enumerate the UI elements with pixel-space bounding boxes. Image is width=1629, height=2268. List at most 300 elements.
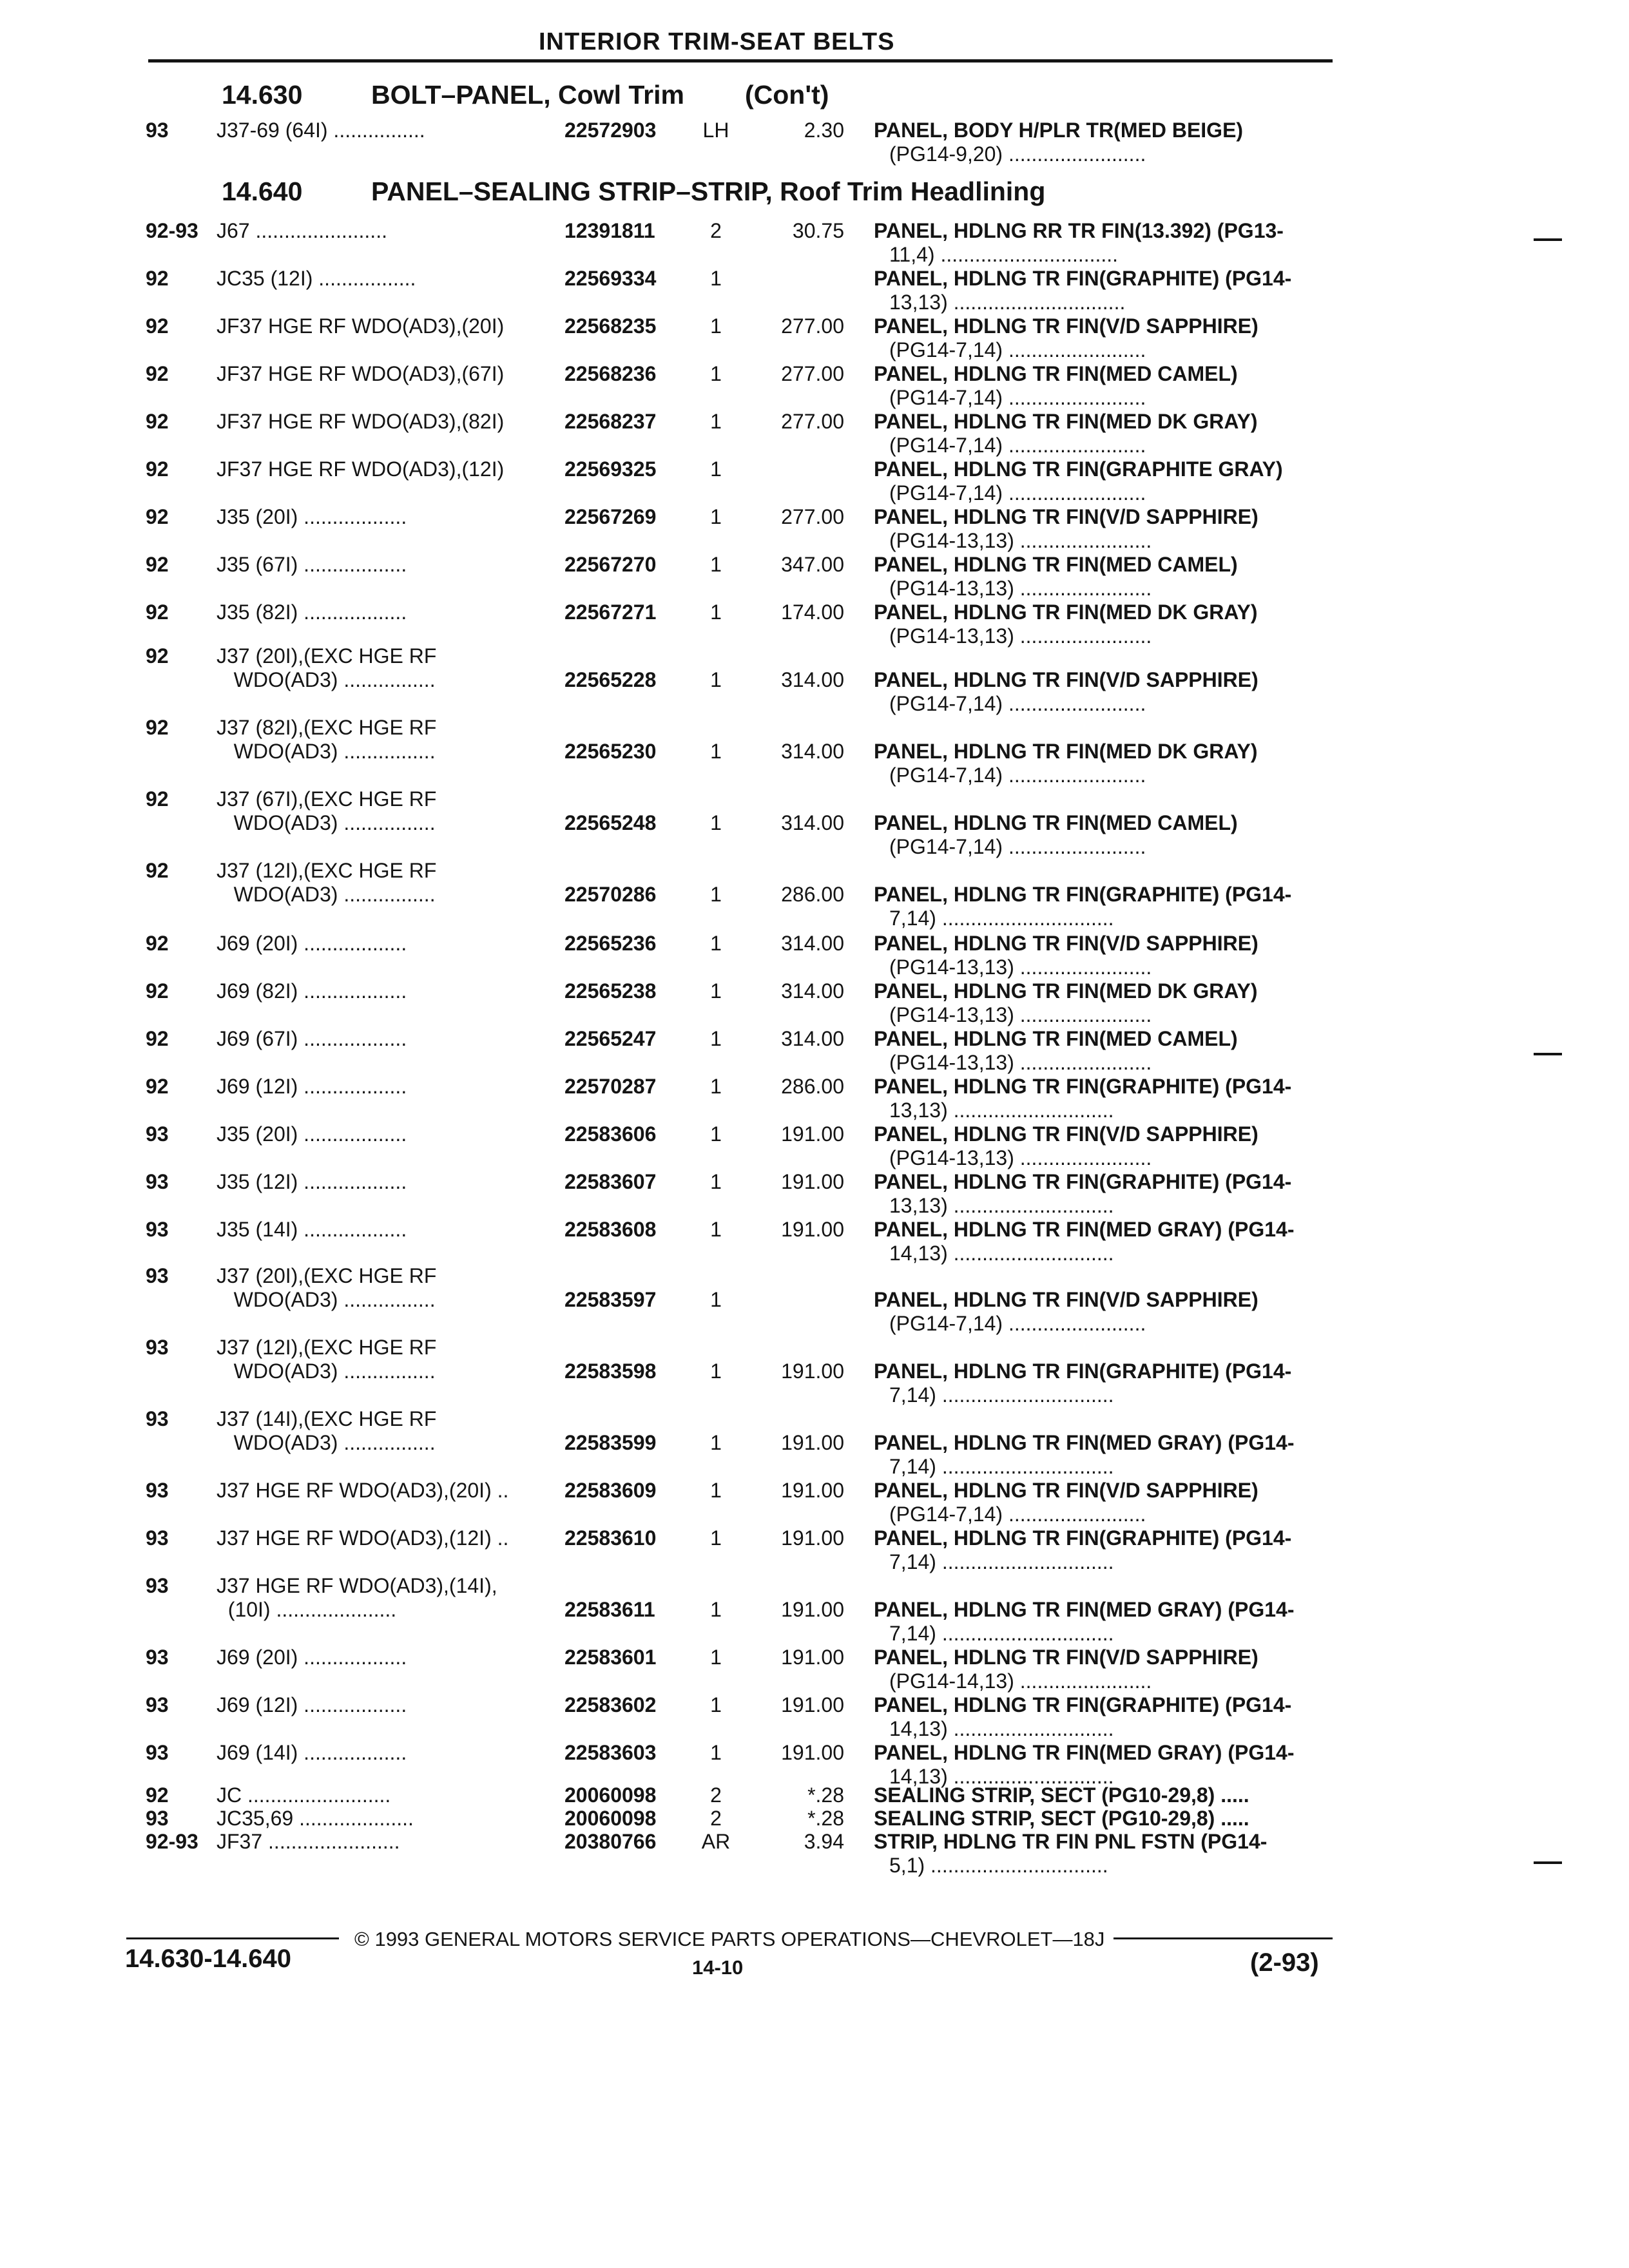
- model-year: 92: [146, 505, 169, 528]
- description-line: PANEL, HDLNG TR FIN(MED GRAY) (PG14-: [874, 1218, 1295, 1241]
- usage-line: J35 (20I) ..................: [217, 1122, 407, 1146]
- model-year: 92: [146, 644, 169, 668]
- model-year: 92: [146, 932, 169, 955]
- description-continuation: 13,13) ............................: [889, 1099, 1114, 1122]
- description-continuation: (PG14-13,13) .......................: [889, 624, 1152, 648]
- description-line: PANEL, HDLNG TR FIN(MED CAMEL): [874, 362, 1238, 385]
- body-style-usage: [217, 267, 557, 291]
- section-title: BOLT–PANEL, Cowl Trim: [371, 80, 684, 110]
- quantity: 1: [710, 410, 722, 433]
- description-line: PANEL, HDLNG TR FIN(GRAPHITE) (PG14-: [874, 1170, 1292, 1193]
- description-continuation: (PG14-14,13) .......................: [889, 1669, 1152, 1693]
- usage-line: JF37 HGE RF WDO(AD3),(20I): [217, 314, 505, 338]
- model-year: 93: [146, 1336, 169, 1359]
- part-number: 22569334: [564, 267, 657, 290]
- description-continuation: 7,14) ..............................: [889, 1622, 1114, 1645]
- price: 174.00: [781, 601, 844, 624]
- usage-line: JF37 HGE RF WDO(AD3),(12I): [217, 457, 505, 481]
- body-style-usage: [217, 1027, 557, 1051]
- part-number: 22583611: [564, 1598, 655, 1621]
- quantity: 1: [710, 314, 722, 338]
- usage-line: J69 (20I) ..................: [217, 1646, 407, 1669]
- body-style-usage: [217, 859, 557, 907]
- description-continuation: 14,13) ............................: [889, 1765, 1114, 1788]
- description-continuation: 7,14) ..............................: [889, 1550, 1114, 1573]
- model-year: 92: [146, 410, 169, 433]
- body-style-usage: [217, 1075, 557, 1099]
- description-line: PANEL, HDLNG TR FIN(GRAPHITE) (PG14-: [874, 1360, 1292, 1383]
- part-description: [874, 1693, 1325, 1741]
- description-continuation: 5,1) ...............................: [889, 1854, 1108, 1877]
- part-number: 22583607: [564, 1170, 657, 1193]
- section-number: 14.630: [222, 80, 303, 110]
- usage-line: J35 (20I) ..................: [217, 505, 407, 528]
- description-line: PANEL, HDLNG TR FIN(MED DK GRAY): [874, 979, 1258, 1003]
- part-number: 22572903: [564, 119, 657, 142]
- description-continuation: 7,14) ..............................: [889, 1455, 1114, 1478]
- description-continuation: (PG14-7,14) ........................: [889, 386, 1146, 409]
- part-description: [874, 1646, 1325, 1693]
- quantity: 1: [710, 1122, 722, 1146]
- price: *.28: [807, 1807, 844, 1830]
- part-description: [874, 505, 1325, 553]
- quantity: 1: [710, 1431, 722, 1454]
- usage-line: JC .........................: [217, 1783, 391, 1807]
- description-continuation: (PG14-13,13) .......................: [889, 1146, 1152, 1169]
- body-style-usage: [217, 1170, 557, 1194]
- part-number: 20060098: [564, 1783, 657, 1807]
- usage-line: J37-69 (64I) ................: [217, 119, 425, 142]
- body-style-usage: [217, 457, 557, 481]
- usage-line: JF37 HGE RF WDO(AD3),(82I): [217, 410, 505, 433]
- quantity: 1: [710, 1288, 722, 1311]
- usage-line: J37 (82I),(EXC HGE RF: [217, 716, 437, 739]
- model-year: 92-93: [146, 1830, 198, 1853]
- model-year: 93: [146, 1693, 169, 1716]
- part-description: [874, 668, 1325, 716]
- price: 30.75: [792, 219, 844, 242]
- usage-line: J35 (12I) ..................: [217, 1170, 407, 1193]
- part-number: 22565247: [564, 1027, 657, 1050]
- description-line: PANEL, HDLNG TR FIN(GRAPHITE) (PG14-: [874, 1693, 1292, 1716]
- part-number: 22569325: [564, 457, 657, 481]
- quantity: 1: [710, 1027, 722, 1050]
- description-line: PANEL, HDLNG TR FIN(MED GRAY) (PG14-: [874, 1741, 1295, 1764]
- usage-line: J37 (14I),(EXC HGE RF: [217, 1407, 437, 1430]
- description-line: PANEL, HDLNG TR FIN(MED DK GRAY): [874, 410, 1258, 433]
- quantity: 1: [710, 668, 722, 691]
- part-description: [874, 219, 1325, 267]
- part-number: 22567269: [564, 505, 657, 528]
- part-description: [874, 1431, 1325, 1479]
- body-style-usage: [217, 716, 557, 764]
- description-continuation: 14,13) ............................: [889, 1242, 1114, 1265]
- quantity: 1: [710, 811, 722, 834]
- part-number: 22583610: [564, 1526, 657, 1550]
- description-continuation: (PG14-7,14) ........................: [889, 835, 1146, 858]
- part-description: [874, 932, 1325, 979]
- body-style-usage: [217, 1646, 557, 1669]
- page-header-title: INTERIOR TRIM-SEAT BELTS: [539, 28, 895, 55]
- usage-line: J37 (20I),(EXC HGE RF: [217, 644, 437, 668]
- body-style-usage: [217, 119, 557, 142]
- quantity: 1: [710, 1360, 722, 1383]
- part-description: [874, 601, 1325, 648]
- part-description: [874, 1027, 1325, 1075]
- price: 314.00: [781, 668, 844, 691]
- quantity: 1: [710, 1598, 722, 1621]
- price: 191.00: [781, 1360, 844, 1383]
- body-style-usage: [217, 362, 557, 386]
- body-style-usage: [217, 314, 557, 338]
- quantity: 1: [710, 1075, 722, 1098]
- part-description: [874, 1807, 1325, 1831]
- quantity: 1: [710, 1741, 722, 1764]
- usage-line: J35 (82I) ..................: [217, 601, 407, 624]
- description-continuation: 11,4) ...............................: [889, 243, 1119, 266]
- usage-line: J69 (12I) ..................: [217, 1075, 407, 1098]
- quantity: 2: [710, 219, 722, 242]
- description-continuation: (PG14-13,13) .......................: [889, 1051, 1152, 1074]
- usage-line: JC35,69 ....................: [217, 1807, 414, 1830]
- body-style-usage: [217, 1830, 557, 1854]
- model-year: 93: [146, 1479, 169, 1502]
- model-year: 92: [146, 716, 169, 739]
- part-description: [874, 314, 1325, 362]
- description-continuation: 14,13) ............................: [889, 1717, 1114, 1740]
- body-style-usage: [217, 1783, 557, 1807]
- section-title: PANEL–SEALING STRIP–STRIP, Roof Trim Headlining: [371, 177, 1046, 206]
- usage-line: J69 (67I) ..................: [217, 1027, 407, 1050]
- description-line: STRIP, HDLNG TR FIN PNL FSTN (PG14-: [874, 1830, 1268, 1853]
- model-year: 93: [146, 1646, 169, 1669]
- usage-line: J67 .......................: [217, 219, 387, 242]
- part-description: [874, 883, 1325, 930]
- description-line: PANEL, HDLNG TR FIN(V/D SAPPHIRE): [874, 314, 1258, 338]
- price: 191.00: [781, 1431, 844, 1454]
- description-line: PANEL, HDLNG TR FIN(MED GRAY) (PG14-: [874, 1598, 1295, 1621]
- body-style-usage: [217, 1218, 557, 1242]
- part-number: 22583598: [564, 1360, 657, 1383]
- quantity: 1: [710, 362, 722, 385]
- model-year: 93: [146, 1122, 169, 1146]
- part-number: 12391811: [564, 219, 655, 242]
- quantity: 1: [710, 979, 722, 1003]
- usage-line: J69 (20I) ..................: [217, 932, 407, 955]
- quantity: LH: [702, 119, 729, 142]
- quantity: 1: [710, 505, 722, 528]
- model-year: 93: [146, 1407, 169, 1430]
- description-line: PANEL, HDLNG TR FIN(GRAPHITE) (PG14-: [874, 1526, 1292, 1550]
- description-line: PANEL, HDLNG TR FIN(V/D SAPPHIRE): [874, 668, 1258, 691]
- description-line: PANEL, HDLNG TR FIN(V/D SAPPHIRE): [874, 505, 1258, 528]
- usage-line: WDO(AD3) ................: [217, 1360, 436, 1383]
- quantity: 1: [710, 932, 722, 955]
- description-continuation: (PG14-7,14) ........................: [889, 1312, 1146, 1335]
- body-style-usage: [217, 1479, 557, 1503]
- price: 3.94: [804, 1830, 844, 1853]
- usage-line: J69 (14I) ..................: [217, 1741, 407, 1764]
- description-line: PANEL, HDLNG TR FIN(MED DK GRAY): [874, 740, 1258, 763]
- price: 191.00: [781, 1122, 844, 1146]
- margin-mark: [1534, 238, 1562, 241]
- part-number: 22568235: [564, 314, 657, 338]
- model-year: 92: [146, 457, 169, 481]
- body-style-usage: [217, 601, 557, 624]
- usage-line: JF37 HGE RF WDO(AD3),(67I): [217, 362, 505, 385]
- usage-line: JF37 .......................: [217, 1830, 400, 1853]
- model-year: 92: [146, 362, 169, 385]
- model-year: 92: [146, 1783, 169, 1807]
- part-description: [874, 979, 1325, 1027]
- part-number: 22570287: [564, 1075, 657, 1098]
- model-year: 92: [146, 1075, 169, 1098]
- description-line: PANEL, HDLNG TR FIN(V/D SAPPHIRE): [874, 1479, 1258, 1502]
- part-number: 22583603: [564, 1741, 657, 1764]
- header-rule: [148, 59, 1333, 62]
- usage-line: J37 (20I),(EXC HGE RF: [217, 1264, 437, 1287]
- usage-line: J69 (82I) ..................: [217, 979, 407, 1003]
- footer-copyright: © 1993 GENERAL MOTORS SERVICE PARTS OPERATIONS—CHEVROLET—18J: [354, 1928, 1105, 1950]
- usage-line: JC35 (12I) .................: [217, 267, 416, 290]
- footer-rule-left: [126, 1937, 339, 1939]
- model-year: 93: [146, 1574, 169, 1597]
- margin-mark: [1534, 1861, 1562, 1864]
- part-description: [874, 1598, 1325, 1646]
- part-number: 22565236: [564, 932, 657, 955]
- description-line: PANEL, HDLNG TR FIN(V/D SAPPHIRE): [874, 1288, 1258, 1311]
- part-number: 22565230: [564, 740, 657, 763]
- usage-line: WDO(AD3) ................: [217, 883, 436, 906]
- usage-line: WDO(AD3) ................: [217, 1288, 436, 1311]
- part-description: [874, 1075, 1325, 1122]
- description-line: PANEL, HDLNG TR FIN(V/D SAPPHIRE): [874, 1646, 1258, 1669]
- price: 314.00: [781, 811, 844, 834]
- price: 2.30: [804, 119, 844, 142]
- description-continuation: (PG14-7,14) ........................: [889, 1503, 1146, 1526]
- model-year: 93: [146, 119, 169, 142]
- quantity: 1: [710, 740, 722, 763]
- model-year: 93: [146, 1218, 169, 1241]
- price: 286.00: [781, 1075, 844, 1098]
- price: 277.00: [781, 505, 844, 528]
- usage-line: J35 (14I) ..................: [217, 1218, 407, 1241]
- part-number: 22565248: [564, 811, 657, 834]
- body-style-usage: [217, 553, 557, 577]
- part-number: 22583599: [564, 1431, 657, 1454]
- body-style-usage: [217, 1526, 557, 1550]
- model-year: 92: [146, 787, 169, 811]
- body-style-usage: [217, 410, 557, 434]
- description-line: SEALING STRIP, SECT (PG10-29,8) .....: [874, 1783, 1249, 1807]
- part-description: [874, 553, 1325, 601]
- quantity: 1: [710, 1479, 722, 1502]
- body-style-usage: [217, 787, 557, 835]
- part-description: [874, 1830, 1325, 1878]
- body-style-usage: [217, 505, 557, 529]
- description-continuation: (PG14-13,13) .......................: [889, 577, 1152, 600]
- usage-line: J37 (67I),(EXC HGE RF: [217, 787, 437, 811]
- model-year: 92: [146, 601, 169, 624]
- price: 277.00: [781, 410, 844, 433]
- price: 286.00: [781, 883, 844, 906]
- footer-section-range: 14.630-14.640: [125, 1945, 292, 1973]
- usage-line: J35 (67I) ..................: [217, 553, 407, 576]
- part-description: [874, 1479, 1325, 1526]
- part-number: 22583602: [564, 1693, 657, 1716]
- quantity: 1: [710, 1170, 722, 1193]
- model-year: 93: [146, 1170, 169, 1193]
- body-style-usage: [217, 219, 557, 243]
- price: 191.00: [781, 1170, 844, 1193]
- price: 191.00: [781, 1646, 844, 1669]
- part-description: [874, 1288, 1325, 1336]
- model-year: 92: [146, 553, 169, 576]
- model-year: 93: [146, 1741, 169, 1764]
- usage-line: WDO(AD3) ................: [217, 811, 436, 834]
- part-description: [874, 119, 1325, 166]
- part-number: 22583597: [564, 1288, 657, 1311]
- footer-rule-right: [1113, 1937, 1333, 1939]
- description-line: PANEL, HDLNG TR FIN(GRAPHITE) (PG14-: [874, 883, 1292, 906]
- quantity: 1: [710, 1693, 722, 1716]
- price: 314.00: [781, 740, 844, 763]
- part-description: [874, 740, 1325, 787]
- usage-line: J37 (12I),(EXC HGE RF: [217, 1336, 437, 1359]
- body-style-usage: [217, 932, 557, 956]
- description-line: PANEL, HDLNG TR FIN(V/D SAPPHIRE): [874, 1122, 1258, 1146]
- price: 314.00: [781, 979, 844, 1003]
- quantity: 1: [710, 601, 722, 624]
- section-continued: (Con't): [745, 80, 829, 110]
- price: 191.00: [781, 1693, 844, 1716]
- price: 314.00: [781, 932, 844, 955]
- part-description: [874, 1360, 1325, 1407]
- description-continuation: (PG14-9,20) ........................: [889, 142, 1146, 166]
- model-year: 93: [146, 1807, 169, 1830]
- body-style-usage: [217, 1574, 557, 1622]
- description-continuation: (PG14-7,14) ........................: [889, 434, 1146, 457]
- body-style-usage: [217, 1693, 557, 1717]
- description-line: PANEL, HDLNG TR FIN(MED GRAY) (PG14-: [874, 1431, 1295, 1454]
- body-style-usage: [217, 1407, 557, 1455]
- usage-line: J69 (12I) ..................: [217, 1693, 407, 1716]
- description-line: PANEL, HDLNG RR TR FIN(13.392) (PG13-: [874, 219, 1284, 242]
- part-description: [874, 1170, 1325, 1218]
- price: 277.00: [781, 362, 844, 385]
- description-line: PANEL, HDLNG TR FIN(MED CAMEL): [874, 1027, 1238, 1050]
- price: 347.00: [781, 553, 844, 576]
- quantity: 2: [710, 1783, 722, 1807]
- usage-line: J37 HGE RF WDO(AD3),(20I) ..: [217, 1479, 509, 1502]
- description-continuation: (PG14-13,13) .......................: [889, 529, 1152, 552]
- body-style-usage: [217, 979, 557, 1003]
- usage-line: J37 HGE RF WDO(AD3),(12I) ..: [217, 1526, 509, 1550]
- part-number: 22583608: [564, 1218, 657, 1241]
- footer-date: (2-93): [1250, 1948, 1319, 1977]
- quantity: 1: [710, 1526, 722, 1550]
- description-continuation: 13,13) ..............................: [889, 291, 1126, 314]
- quantity: 1: [710, 1218, 722, 1241]
- part-description: [874, 1526, 1325, 1574]
- part-description: [874, 267, 1325, 314]
- usage-line: WDO(AD3) ................: [217, 668, 436, 691]
- usage-line: J37 (12I),(EXC HGE RF: [217, 859, 437, 882]
- quantity: 1: [710, 1646, 722, 1669]
- model-year: 92: [146, 979, 169, 1003]
- model-year: 92: [146, 859, 169, 882]
- usage-line: (10I) .....................: [217, 1598, 397, 1621]
- price: *.28: [807, 1783, 844, 1807]
- part-number: 22583609: [564, 1479, 657, 1502]
- part-number: 22570286: [564, 883, 657, 906]
- part-description: [874, 811, 1325, 859]
- price: 191.00: [781, 1741, 844, 1764]
- part-number: 20060098: [564, 1807, 657, 1830]
- part-number: 22568237: [564, 410, 657, 433]
- model-year: 92-93: [146, 219, 198, 242]
- model-year: 92: [146, 314, 169, 338]
- model-year: 93: [146, 1526, 169, 1550]
- part-number: 22583606: [564, 1122, 657, 1146]
- body-style-usage: [217, 644, 557, 692]
- usage-line: J37 HGE RF WDO(AD3),(14I),: [217, 1574, 497, 1597]
- description-line: PANEL, HDLNG TR FIN(GRAPHITE) (PG14-: [874, 267, 1292, 290]
- description-line: PANEL, HDLNG TR FIN(MED CAMEL): [874, 811, 1238, 834]
- description-continuation: (PG14-7,14) ........................: [889, 692, 1146, 715]
- price: 191.00: [781, 1218, 844, 1241]
- body-style-usage: [217, 1122, 557, 1146]
- description-line: PANEL, HDLNG TR FIN(GRAPHITE) (PG14-: [874, 1075, 1292, 1098]
- part-description: [874, 1741, 1325, 1789]
- part-description: [874, 1218, 1325, 1265]
- price: 191.00: [781, 1526, 844, 1550]
- description-line: PANEL, HDLNG TR FIN(MED CAMEL): [874, 553, 1238, 576]
- description-line: SEALING STRIP, SECT (PG10-29,8) .....: [874, 1807, 1249, 1830]
- part-description: [874, 1783, 1325, 1807]
- usage-line: WDO(AD3) ................: [217, 1431, 436, 1454]
- description-continuation: 7,14) ..............................: [889, 1383, 1114, 1407]
- part-number: 22567271: [564, 601, 657, 624]
- description-continuation: (PG14-13,13) .......................: [889, 956, 1152, 979]
- quantity: 2: [710, 1807, 722, 1830]
- usage-line: WDO(AD3) ................: [217, 740, 436, 763]
- price: 191.00: [781, 1598, 844, 1621]
- price: 191.00: [781, 1479, 844, 1502]
- body-style-usage: [217, 1264, 557, 1312]
- description-continuation: (PG14-7,14) ........................: [889, 481, 1146, 505]
- description-line: PANEL, HDLNG TR FIN(V/D SAPPHIRE): [874, 932, 1258, 955]
- quantity: 1: [710, 553, 722, 576]
- description-line: PANEL, HDLNG TR FIN(MED DK GRAY): [874, 601, 1258, 624]
- part-description: [874, 457, 1325, 505]
- body-style-usage: [217, 1807, 557, 1831]
- description-continuation: (PG14-7,14) ........................: [889, 338, 1146, 361]
- quantity: AR: [701, 1830, 731, 1853]
- price: 314.00: [781, 1027, 844, 1050]
- body-style-usage: [217, 1741, 557, 1765]
- body-style-usage: [217, 1336, 557, 1383]
- quantity: 1: [710, 883, 722, 906]
- part-number: 22565238: [564, 979, 657, 1003]
- part-number: 22567270: [564, 553, 657, 576]
- quantity: 1: [710, 267, 722, 290]
- part-description: [874, 1122, 1325, 1170]
- description-line: PANEL, BODY H/PLR TR(MED BEIGE): [874, 119, 1244, 142]
- price: 277.00: [781, 314, 844, 338]
- description-continuation: 7,14) ..............................: [889, 907, 1114, 930]
- margin-mark: [1534, 1053, 1562, 1055]
